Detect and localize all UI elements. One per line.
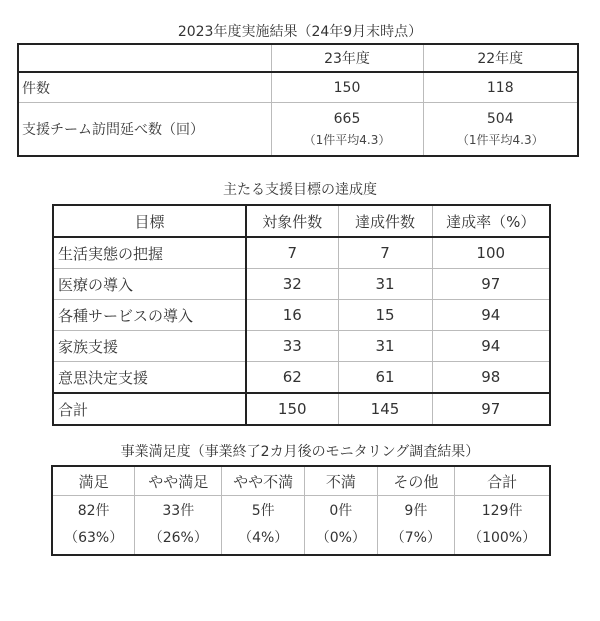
achievement-rate: 97 — [432, 269, 550, 300]
table-row — [53, 331, 550, 362]
count: 129件 — [481, 503, 523, 519]
other-cell — [377, 496, 455, 556]
value-cell-fy22 — [423, 103, 578, 157]
table-row — [53, 300, 550, 331]
value-fy22: 118 — [423, 72, 578, 103]
percent: （4%） — [238, 530, 289, 546]
achieved-count: 31 — [338, 269, 432, 300]
row-label: 支援チーム訪問延べ数（回） — [18, 103, 271, 157]
header-cell-empty — [18, 44, 271, 72]
table-row — [53, 362, 550, 394]
row-label: 件数 — [18, 72, 271, 103]
target-count: 16 — [246, 300, 338, 331]
header-cell-fy23: 23年度 — [271, 44, 423, 72]
goal-label: 医療の導入 — [53, 269, 246, 300]
total-row — [53, 393, 550, 425]
value-fy23: 150 — [271, 72, 423, 103]
target-count: 62 — [246, 362, 338, 394]
header-achieved-count: 達成件数 — [338, 205, 432, 237]
percent: （7%） — [390, 530, 441, 546]
target-count: 33 — [246, 331, 338, 362]
goal-label: 各種サービスの導入 — [53, 300, 246, 331]
count: 82件 — [77, 503, 110, 519]
total-achieved-count: 145 — [338, 393, 432, 425]
percent: （0%） — [315, 530, 366, 546]
value-fy23: 665 — [333, 110, 361, 127]
count: 9件 — [404, 503, 428, 519]
target-count: 7 — [246, 237, 338, 269]
table-header-row — [18, 44, 578, 72]
achieved-count: 15 — [338, 300, 432, 331]
header-somewhat-satisfied: やや満足 — [135, 466, 222, 496]
target-count: 32 — [246, 269, 338, 300]
percent: （100%） — [468, 530, 537, 546]
header-satisfied: 満足 — [52, 466, 135, 496]
percent: （26%） — [148, 530, 208, 546]
satisfaction-title: 事業満足度（事業終了2カ月後のモニタリング調査結果） — [120, 444, 480, 460]
header-dissatisfied: 不満 — [305, 466, 377, 496]
somewhat-satisfied-cell — [135, 496, 222, 556]
value-fy22: 504 — [486, 110, 514, 127]
achievement-rate: 94 — [432, 300, 550, 331]
header-somewhat-dissatisfied: やや不満 — [222, 466, 305, 496]
count: 0件 — [329, 503, 353, 519]
dissatisfied-cell — [305, 496, 377, 556]
table-header-row — [53, 205, 550, 237]
achievement-rate: 98 — [432, 362, 550, 394]
table-header-row — [52, 466, 550, 496]
achievement-table — [52, 204, 551, 426]
achieved-count: 7 — [338, 237, 432, 269]
total-label: 合計 — [53, 393, 246, 425]
satisfaction-table — [51, 465, 551, 556]
goal-label: 家族支援 — [53, 331, 246, 362]
header-other: その他 — [377, 466, 455, 496]
total-cell — [455, 496, 550, 556]
achieved-count: 61 — [338, 362, 432, 394]
table-row — [52, 496, 550, 556]
header-achievement-rate: 達成率（%） — [432, 205, 550, 237]
achievement-rate: 100 — [432, 237, 550, 269]
header-cell-fy22: 22年度 — [423, 44, 578, 72]
average-fy22: （1件平均4.3） — [456, 132, 544, 147]
header-target-count: 対象件数 — [246, 205, 338, 237]
somewhat-dissatisfied-cell — [222, 496, 305, 556]
percent: （63%） — [64, 530, 124, 546]
value-cell-fy23 — [271, 103, 423, 157]
count: 5件 — [251, 503, 275, 519]
satisfied-cell — [52, 496, 135, 556]
goal-label: 意思決定支援 — [53, 362, 246, 394]
achievement-title: 主たる支援目標の達成度 — [223, 182, 377, 198]
results-title: 2023年度実施結果（24年9月末時点） — [177, 24, 423, 40]
achieved-count: 31 — [338, 331, 432, 362]
table-row — [53, 269, 550, 300]
total-achievement-rate: 97 — [432, 393, 550, 425]
header-total: 合計 — [455, 466, 550, 496]
results-table — [17, 43, 579, 157]
table-row — [18, 72, 578, 103]
achievement-rate: 94 — [432, 331, 550, 362]
goal-label: 生活実態の把握 — [53, 237, 246, 269]
header-goal: 目標 — [53, 205, 246, 237]
count: 33件 — [162, 503, 195, 519]
table-row — [53, 237, 550, 269]
average-fy23: （1件平均4.3） — [303, 132, 391, 147]
table-row — [18, 103, 578, 157]
total-target-count: 150 — [246, 393, 338, 425]
